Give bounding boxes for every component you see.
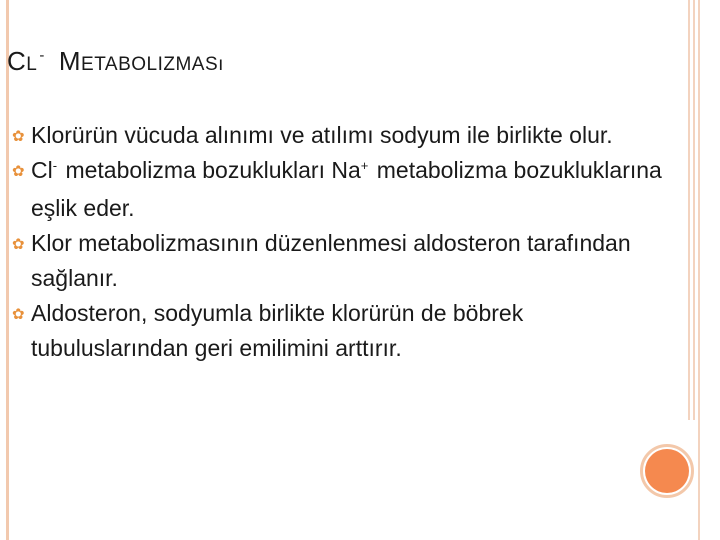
bullet-text: Cl bbox=[31, 157, 53, 183]
right-border-line bbox=[693, 0, 695, 420]
flower-bullet-icon: ✿ bbox=[12, 163, 25, 180]
bullet-text: metabolizma bozukluklarına eşlik eder. bbox=[31, 157, 662, 221]
decorative-circle bbox=[645, 449, 689, 493]
bullet-text: metabolizma bozuklukları Na bbox=[59, 157, 361, 183]
flower-bullet-icon: ✿ bbox=[12, 236, 25, 253]
flower-bullet-icon: ✿ bbox=[12, 306, 25, 323]
superscript: + bbox=[360, 158, 369, 173]
bullet-item bbox=[12, 118, 682, 153]
flower-bullet-icon: ✿ bbox=[12, 128, 25, 145]
bullet-item bbox=[12, 226, 682, 296]
title-superscript: - bbox=[39, 47, 45, 64]
slide-title bbox=[7, 46, 224, 77]
right-border-line bbox=[688, 0, 690, 420]
bullet-item bbox=[12, 296, 682, 366]
bullet-text: Klorürün vücuda alınımı ve atılımı sodyum ile birlikte olur. bbox=[31, 122, 613, 148]
title-letter: M bbox=[58, 46, 82, 76]
bullet-text: Aldosteron, sodyumla birlikte klorürün de böbrek tubuluslarından geri emilimini arttırır. bbox=[31, 300, 524, 361]
right-border-line bbox=[698, 0, 700, 540]
title-letter: L bbox=[26, 54, 38, 75]
bullet-item bbox=[12, 153, 682, 226]
bullet-text: Klor metabolizmasının düzenlenmesi aldosteron tarafından sağlanır. bbox=[31, 230, 631, 291]
title-letter: C bbox=[7, 46, 27, 76]
left-border-line bbox=[6, 0, 9, 540]
title-rest: ETABOLIZMASı bbox=[81, 54, 224, 75]
bullet-list bbox=[12, 118, 682, 366]
superscript: - bbox=[52, 158, 58, 173]
